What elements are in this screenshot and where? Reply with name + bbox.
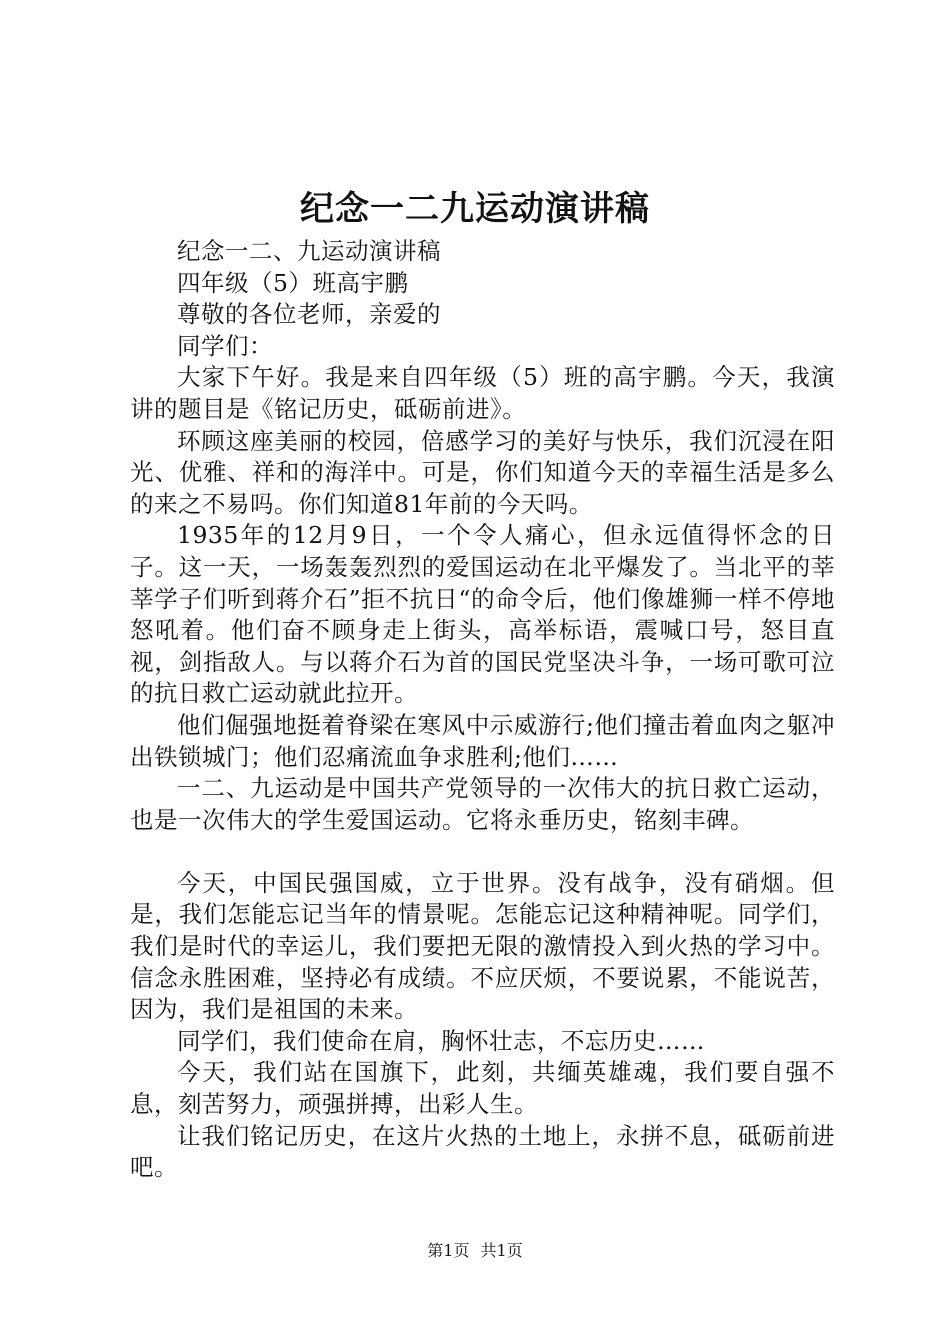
page-footer: 第1页 共1页 xyxy=(427,1241,523,1260)
document-title: 纪念一二九运动演讲稿 xyxy=(300,189,650,229)
paragraph-flag: 今天，我们站在国旗下，此刻，共缅英雄魂，我们要自强不息，刻苦努力，顽强拼搏，出彩人生。 xyxy=(130,1058,835,1119)
paragraph-significance: 一二、九运动是中国共产党领导的一次伟大的抗日救亡运动，也是一次伟大的学生爱国运动。它将永垂历史，铭刻丰碑。 xyxy=(130,774,835,834)
paragraph-campus: 环顾这座美丽的校园，倍感学习的美好与快乐，我们沉浸在阳光、优雅、祥和的海洋中。可是，你们知道今天的幸福生活是多么的来之不易吗。你们知道81年前的今天吗。 xyxy=(130,426,835,518)
paragraph-subtitle: 纪念一二、九运动演讲稿 xyxy=(177,237,441,265)
paragraph-salutation-cont: 同学们： xyxy=(177,331,273,360)
paragraph-today: 今天，中国民强国威，立于世界。没有战争，没有硝烟。但是，我们怎能忘记当年的情景呢。怎能忘记这种精神呢。同学们，我们是时代的幸运儿，我们要把无限的激情投入到火热的学习中。信念永胜困难，坚持必有成绩。不应厌烦，不要说累，不能说苦，因为，我们是祖国的未来。 xyxy=(130,868,835,1024)
paragraph-author: 四年级（5）班高宇鹏 xyxy=(177,268,409,297)
paragraph-history: 1935年的12月9日，一个令人痛心，但永远值得怀念的日子。这一天，一场轰轰烈烈的爱国运动在北平爆发了。当北平的莘莘学子们听到蒋介石”拒不抗日“的命令后，他们像雄狮一样不停地怒吼着。他们奋不顾身走上街头，高举标语，震喊口号，怒目直视，剑指敌人。与以蒋介石为首的国民党坚决斗争，一场可歌可泣的抗日救亡运动就此拉开。 xyxy=(130,521,835,708)
paragraph-closing: 让我们铭记历史，在这片火热的土地上，永拼不息，砥砺前进吧。 xyxy=(130,1121,835,1182)
paragraph-mission: 同学们，我们使命在肩，胸怀壮志，不忘历史…… xyxy=(177,1026,705,1055)
paragraph-protest: 他们倔强地挺着脊梁在寒风中示威游行;他们撞击着血肉之躯冲出铁锁城门；他们忍痛流血争求胜利;他们…… xyxy=(130,710,835,771)
paragraph-salutation: 尊敬的各位老师，亲爱的 xyxy=(177,300,441,329)
paragraph-greeting: 大家下午好。我是来自四年级（5）班的高宇鹏。今天，我演讲的题目是《铭记历史，砥砺前进》。 xyxy=(130,363,835,423)
document-body xyxy=(130,236,835,1184)
